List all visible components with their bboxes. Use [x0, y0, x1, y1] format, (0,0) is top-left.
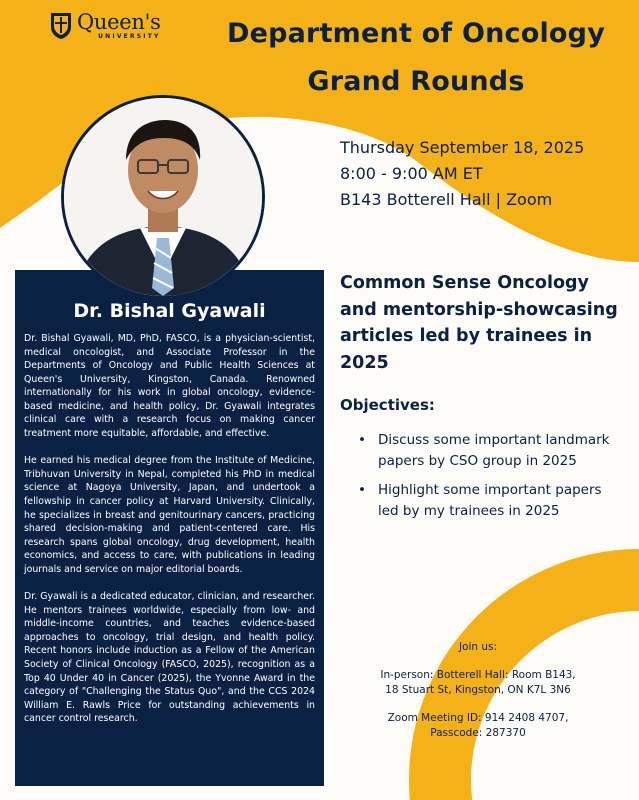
bullet-icon: • — [358, 482, 366, 498]
title-line-1: Department of Oncology — [226, 18, 606, 49]
event-details — [340, 135, 584, 213]
inperson-line-2: 18 Stuart St, Kingston, ON K7L 3N6 — [385, 684, 571, 696]
join-heading: Join us: — [458, 641, 498, 653]
logo-wordmark: Queen's — [77, 10, 161, 34]
join-info — [358, 640, 598, 742]
zoom-passcode: Passcode: 287370 — [430, 727, 526, 739]
bio-paragraph-2: He earned his medical degree from the Institute of Medicine, Tribhuvan University in Nepal, completed his PhD in medical science at Nagoya University, Japan, and undertook a fellowship in cancer policy at Harvard University. Clinically, he specializes in breast and genitourinary cancers, practicing shared decision-making and patient-centered care. His research spans global oncology, drug development, health economics, and access to care, with publications in leading journals and service on major editorial boards. — [24, 455, 315, 575]
talk-title: Common Sense Oncology and mentorship-showcasing articles led by trainees in 2025 — [340, 273, 618, 373]
objectives-heading: Objectives: — [340, 396, 435, 414]
bullet-icon: • — [358, 432, 366, 448]
objective-item — [358, 430, 620, 471]
inperson-line-1: In-person: Botterell Hall: Room B143, — [380, 668, 576, 681]
objective-text: Highlight some important papers led by my trainees in 2025 — [378, 482, 602, 519]
page-title — [196, 10, 636, 106]
speaker-name: Dr. Bishal Gyawali — [73, 300, 266, 322]
event-location: B143 Botterell Hall | Zoom — [340, 190, 553, 209]
objective-text: Discuss some important landmark papers by CSO group in 2025 — [378, 432, 610, 469]
crest-icon — [50, 12, 72, 40]
logo-subtitle: UNIVERSITY — [98, 33, 161, 40]
event-date: Thursday September 18, 2025 — [340, 138, 585, 157]
speaker-bio-panel — [15, 270, 324, 786]
queens-university-logo — [50, 12, 161, 40]
bio-paragraph-1: Dr. Bishal Gyawali, MD, PhD, FASCO, is a physician-scientist, medical oncologist, and Associate Professor in the Departments of Oncology and Public Health Sciences at Queen's University, Kingston, Canada. Renowned internationally for his work in global oncology, evidence-based medicine, and health policy, Dr. Gyawali integrates clinical care with a research focus on making cancer treatment more equitable, affordable, and effective. — [24, 333, 315, 439]
zoom-meeting-id: Zoom Meeting ID: 914 2408 4707, — [387, 711, 569, 724]
event-time: 8:00 - 9:00 AM ET — [340, 164, 483, 183]
objective-item — [358, 480, 620, 521]
objectives-list — [358, 430, 620, 530]
bio-paragraph-3: Dr. Gyawali is a dedicated educator, clinician, and researcher. He mentors trainees worldwide, especially from low- and middle-income countries, and teaches evidence-based approaches to oncology, trial design, and health policy. Recent honors include induction as a Fellow of the American Society of Clinical Oncology (FASCO, 2025), recognition as a Top 40 Under 40 in Cancer (2025), the Yvonne Award in the category of "Challenging the Status Quo", and the CCS 2024 William E. Rawls Price for outstanding achievements in cancer control research. — [24, 591, 315, 725]
title-line-2: Grand Rounds — [307, 66, 525, 97]
speaker-portrait — [61, 95, 265, 299]
speaker-photo — [64, 98, 262, 296]
